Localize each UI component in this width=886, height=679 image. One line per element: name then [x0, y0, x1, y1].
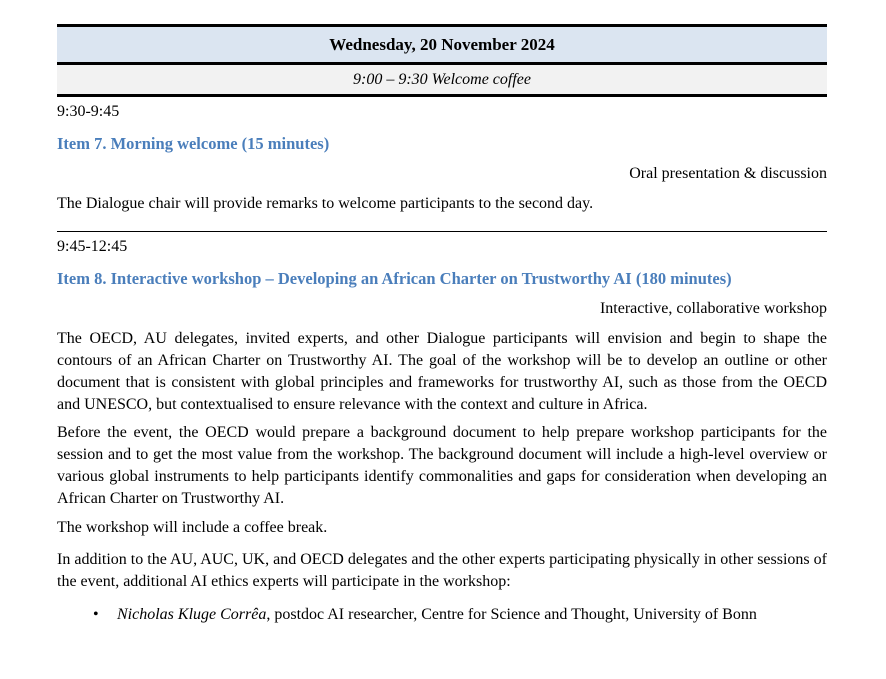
welcome-coffee-row — [57, 65, 827, 97]
session-paragraph: The Dialogue chair will provide remarks to welcome participants to the second day. — [57, 195, 594, 212]
session-time: 9:30-9:45 — [57, 103, 120, 120]
date-header-row — [57, 27, 827, 65]
expert-list — [57, 604, 827, 626]
date-title: Wednesday, 20 November 2024 — [329, 35, 555, 54]
session-divider — [57, 231, 827, 232]
session-paragraph: The OECD, AU delegates, invited experts, and other Dialogue participants will envision and begin to shape the contours of an African Charter on Trustworthy AI. The goal of the workshop will be to develop an outline or other document that is consistent with global principles and frameworks for trustworthy AI, such as those from the OECD and UNESCO, but contextualised to ensure relevance with the context and culture in Africa. — [57, 330, 827, 413]
session-item-7 — [57, 101, 827, 215]
agenda-document — [57, 24, 827, 626]
session-item-8 — [57, 236, 827, 626]
expert-description: , postdoc AI researcher, Centre for Science and Thought, University of Bonn — [266, 606, 757, 623]
list-item — [57, 604, 827, 626]
agenda-header-table — [57, 24, 827, 97]
session-title: Item 8. Interactive workshop – Developing an African Charter on Trustworthy AI (180 minutes) — [57, 269, 732, 288]
session-format: Interactive, collaborative workshop — [599, 300, 827, 317]
session-time: 9:45-12:45 — [57, 238, 128, 255]
session-paragraph: The workshop will include a coffee break. — [57, 519, 328, 536]
session-paragraph: Before the event, the OECD would prepare a background document to help prepare workshop participants for the session and to get the most value from the workshop. The background document will include a high-level overview or various global instruments to help participants identify commonalities and gaps for consideration when developing an African Charter on Trustworthy AI. — [57, 424, 827, 507]
expert-name: Nicholas Kluge Corrêa — [117, 606, 267, 623]
session-format: Oral presentation & discussion — [629, 165, 827, 182]
bullet-icon: • — [93, 606, 99, 623]
session-title: Item 7. Morning welcome (15 minutes) — [57, 134, 330, 153]
session-paragraph: In addition to the AU, AUC, UK, and OECD delegates and the other experts participating physically in other sessions of the event, additional AI ethics experts will participate in the workshop: — [57, 551, 827, 590]
coffee-label: 9:00 – 9:30 Welcome coffee — [352, 71, 531, 88]
